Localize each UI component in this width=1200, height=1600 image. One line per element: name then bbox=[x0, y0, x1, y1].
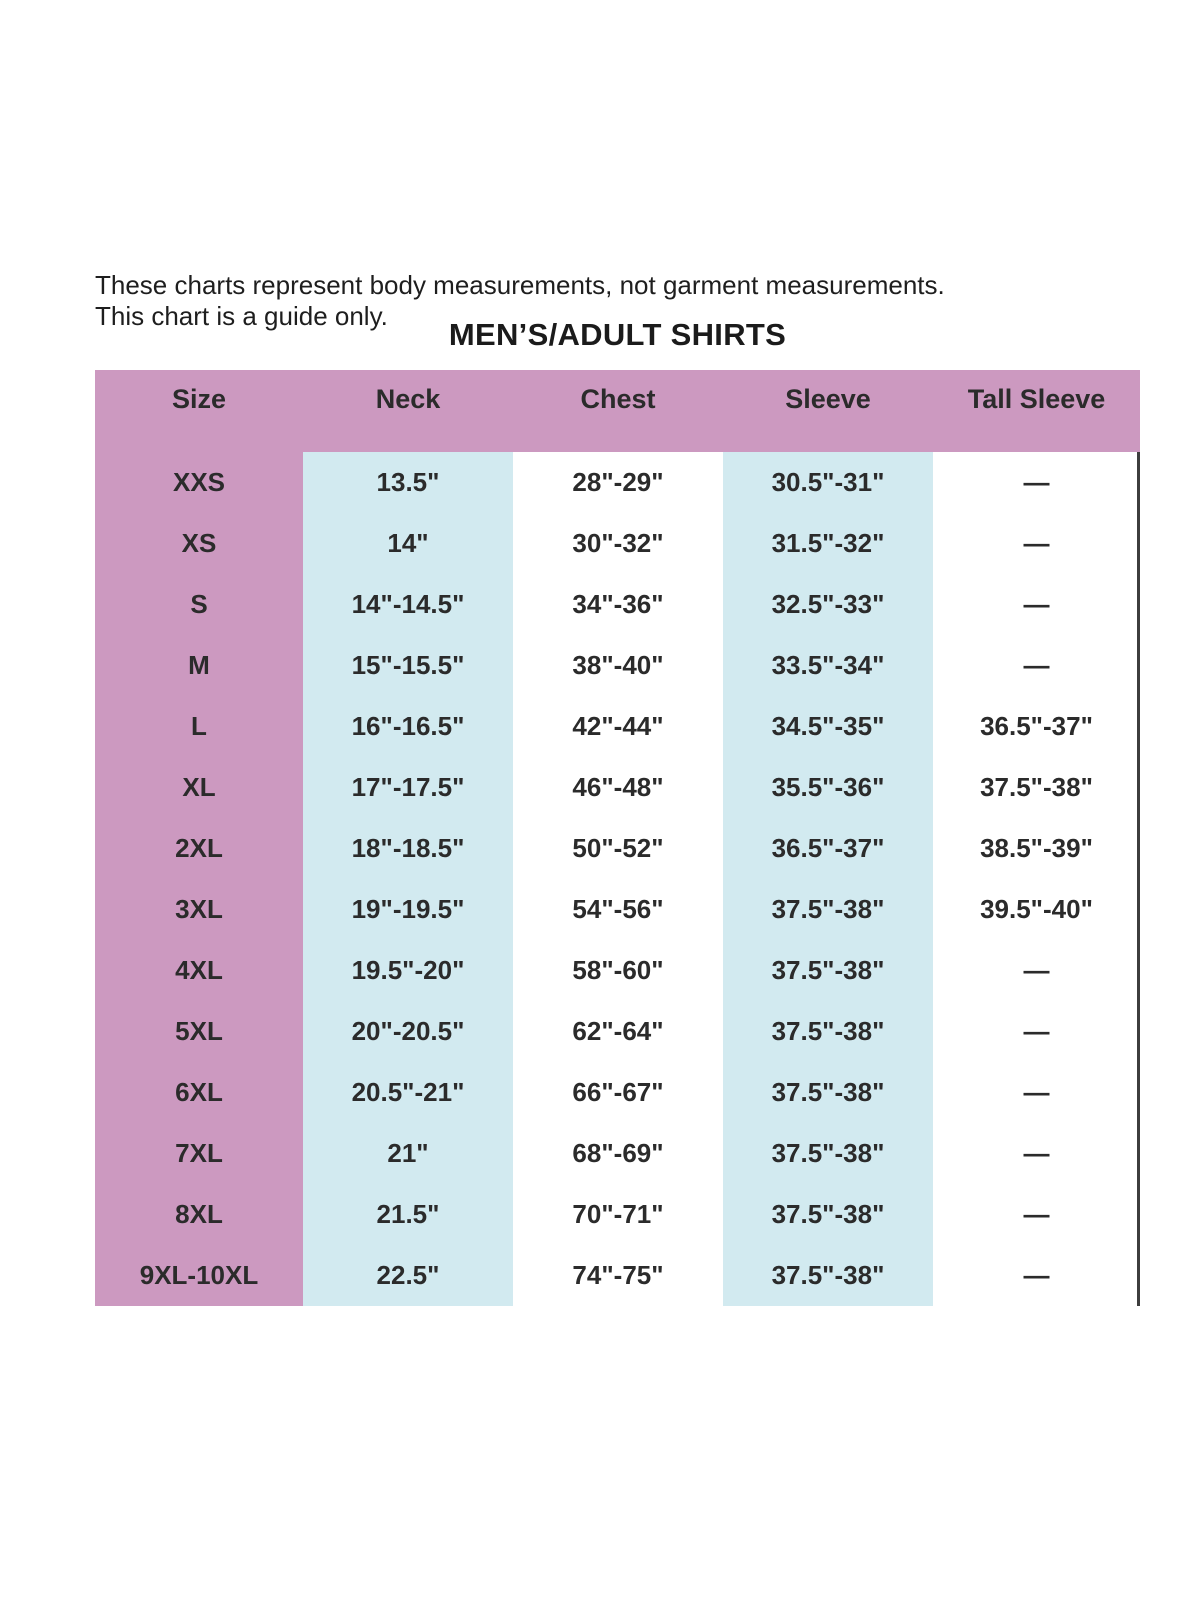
chest-value-cell: 30"-32" bbox=[513, 513, 723, 574]
chest-value-cell: 46"-48" bbox=[513, 757, 723, 818]
neck-value-cell: 20.5"-21" bbox=[303, 1062, 513, 1123]
column-header-neck: Neck bbox=[375, 384, 441, 414]
tall-sleeve-value-cell: — bbox=[933, 1184, 1140, 1245]
sleeve-value-cell: 37.5"-38" bbox=[723, 879, 933, 940]
table-header-row bbox=[95, 370, 1140, 452]
size-label-cell: 5XL bbox=[95, 1001, 303, 1062]
column-header-size: Size bbox=[171, 384, 227, 414]
neck-value-cell: 14" bbox=[303, 513, 513, 574]
size-label-cell: 6XL bbox=[95, 1062, 303, 1123]
chest-value-cell: 62"-64" bbox=[513, 1001, 723, 1062]
size-label-cell: L bbox=[95, 696, 303, 757]
tall-sleeve-value-cell: — bbox=[933, 452, 1140, 513]
sleeve-value-cell: 33.5"-34" bbox=[723, 635, 933, 696]
sleeve-value-cell: 37.5"-38" bbox=[723, 1062, 933, 1123]
sleeve-value-cell: 37.5"-38" bbox=[723, 1123, 933, 1184]
tall-sleeve-value-cell: — bbox=[933, 574, 1140, 635]
tall-sleeve-value-cell: — bbox=[933, 513, 1140, 574]
size-label-cell: 3XL bbox=[95, 879, 303, 940]
tall-sleeve-value-cell: 36.5"-37" bbox=[933, 696, 1140, 757]
size-label-cell: XXS bbox=[95, 452, 303, 513]
neck-value-cell: 17"-17.5" bbox=[303, 757, 513, 818]
sleeve-value-cell: 37.5"-38" bbox=[723, 940, 933, 1001]
neck-value-cell: 14"-14.5" bbox=[303, 574, 513, 635]
neck-value-cell: 18"-18.5" bbox=[303, 818, 513, 879]
chest-value-cell: 28"-29" bbox=[513, 452, 723, 513]
size-label-cell: 4XL bbox=[95, 940, 303, 1001]
sleeve-value-cell: 37.5"-38" bbox=[723, 1001, 933, 1062]
column-header-chest: Chest bbox=[580, 384, 656, 414]
size-label-cell: 2XL bbox=[95, 818, 303, 879]
chest-value-cell: 34"-36" bbox=[513, 574, 723, 635]
disclaimer-line-1: These charts represent body measurements, not garment measurements. bbox=[95, 270, 945, 300]
size-label-cell: 8XL bbox=[95, 1184, 303, 1245]
neck-value-cell: 16"-16.5" bbox=[303, 696, 513, 757]
neck-value-cell: 22.5" bbox=[303, 1245, 513, 1306]
neck-value-cell: 19.5"-20" bbox=[303, 940, 513, 1001]
neck-value-cell: 19"-19.5" bbox=[303, 879, 513, 940]
size-label-cell: 9XL-10XL bbox=[95, 1245, 303, 1306]
sleeve-value-cell: 37.5"-38" bbox=[723, 1245, 933, 1306]
size-label-cell: XS bbox=[95, 513, 303, 574]
sleeve-value-cell: 30.5"-31" bbox=[723, 452, 933, 513]
chest-value-cell: 68"-69" bbox=[513, 1123, 723, 1184]
chest-value-cell: 38"-40" bbox=[513, 635, 723, 696]
tall-sleeve-value-cell: — bbox=[933, 1001, 1140, 1062]
chest-value-cell: 58"-60" bbox=[513, 940, 723, 1001]
size-label-cell: M bbox=[95, 635, 303, 696]
size-chart-table bbox=[95, 370, 1140, 1306]
chest-value-cell: 66"-67" bbox=[513, 1062, 723, 1123]
tall-sleeve-value-cell: — bbox=[933, 635, 1140, 696]
tall-sleeve-value-cell: 37.5"-38" bbox=[933, 757, 1140, 818]
tall-sleeve-value-cell: 39.5"-40" bbox=[933, 879, 1140, 940]
table-right-border bbox=[1137, 452, 1140, 1306]
chest-value-cell: 74"-75" bbox=[513, 1245, 723, 1306]
chest-value-cell: 50"-52" bbox=[513, 818, 723, 879]
sleeve-value-cell: 31.5"-32" bbox=[723, 513, 933, 574]
chest-value-cell: 54"-56" bbox=[513, 879, 723, 940]
neck-value-cell: 21" bbox=[303, 1123, 513, 1184]
sleeve-value-cell: 32.5"-33" bbox=[723, 574, 933, 635]
column-header-tall-sleeve: Tall Sleeve bbox=[967, 384, 1106, 414]
neck-value-cell: 20"-20.5" bbox=[303, 1001, 513, 1062]
sleeve-value-cell: 34.5"-35" bbox=[723, 696, 933, 757]
neck-value-cell: 21.5" bbox=[303, 1184, 513, 1245]
chest-value-cell: 42"-44" bbox=[513, 696, 723, 757]
tall-sleeve-value-cell: — bbox=[933, 1245, 1140, 1306]
page-title: MEN’S/ADULT SHIRTS bbox=[448, 317, 787, 352]
tall-sleeve-value-cell: 38.5"-39" bbox=[933, 818, 1140, 879]
neck-value-cell: 13.5" bbox=[303, 452, 513, 513]
tall-sleeve-value-cell: — bbox=[933, 1062, 1140, 1123]
sleeve-value-cell: 37.5"-38" bbox=[723, 1184, 933, 1245]
tall-sleeve-value-cell: — bbox=[933, 940, 1140, 1001]
sleeve-value-cell: 36.5"-37" bbox=[723, 818, 933, 879]
column-header-sleeve: Sleeve bbox=[785, 384, 871, 414]
size-label-cell: S bbox=[95, 574, 303, 635]
neck-value-cell: 15"-15.5" bbox=[303, 635, 513, 696]
disclaimer-line-2: This chart is a guide only. bbox=[95, 301, 388, 331]
tall-sleeve-value-cell: — bbox=[933, 1123, 1140, 1184]
chest-value-cell: 70"-71" bbox=[513, 1184, 723, 1245]
table-body bbox=[95, 452, 1140, 1306]
size-label-cell: XL bbox=[95, 757, 303, 818]
size-label-cell: 7XL bbox=[95, 1123, 303, 1184]
sleeve-value-cell: 35.5"-36" bbox=[723, 757, 933, 818]
